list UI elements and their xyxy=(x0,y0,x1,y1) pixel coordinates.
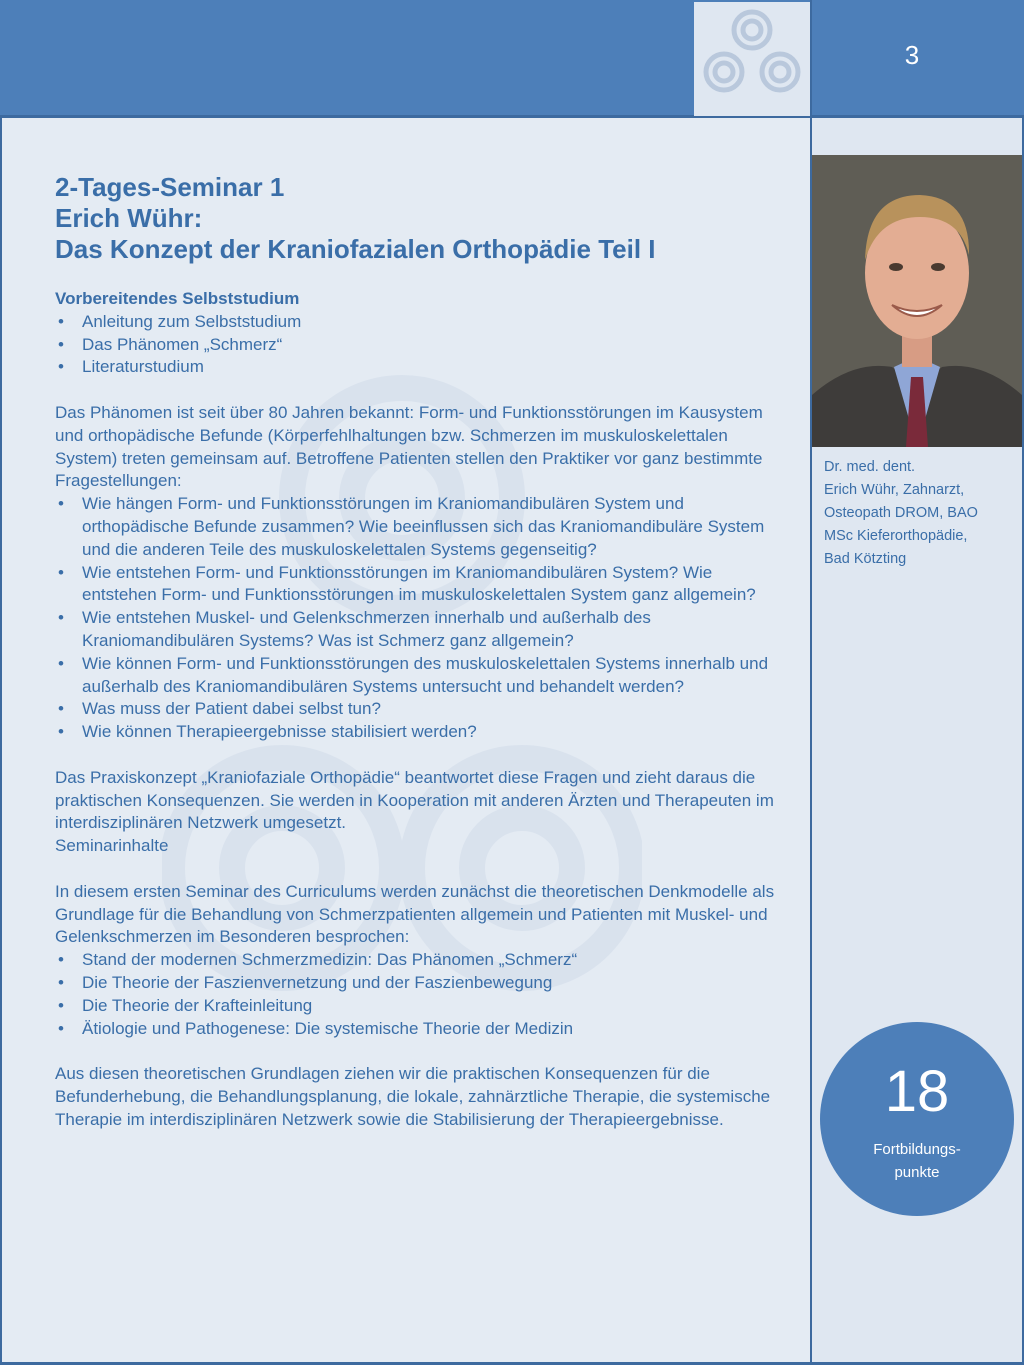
list-item: • Was muss der Patient dabei selbst tun? xyxy=(55,698,775,721)
logo xyxy=(694,2,810,116)
caption-line: MSc Kieferorthopädie, xyxy=(824,528,968,544)
list-item: • Wie entstehen Form- und Funktionsstörungen im Kraniomandibulären System? Wie entstehen Form- und Funktionsstörungen im muskuloskelettalen System ganz allgemein? xyxy=(55,562,775,608)
title-line: 2-Tages-Seminar 1 xyxy=(55,172,285,202)
closing-paragraph: Aus diesen theoretischen Grundlagen ziehen wir die praktischen Konsequenzen für die Befunderhebung, die Behandlungsplanung, die lokale, zahnärztliche Therapie, die systemische Therapie im interdisziplinären Netzwerk sowie die Stabilisierung der Therapieergebnisse. xyxy=(55,1064,771,1129)
list-item: • Wie entstehen Muskel- und Gelenkschmerzen innerhalb und außerhalb des Kraniomandibulären Systems? Was ist Schmerz ganz allgemein? xyxy=(55,607,775,653)
speaker-caption xyxy=(824,456,1014,571)
concept-paragraph: Das Praxiskonzept „Kraniofaziale Orthopädie“ beantwortet diese Fragen und zieht daraus die praktischen Konsequenzen. Sie werden in Kooperation mit anderen Ärzten und Therapeuten im interdisziplinären Netzwerk umgesetzt. xyxy=(55,767,774,833)
caption-line: Dr. med. dent. xyxy=(824,459,916,475)
credit-points-label xyxy=(820,1138,1014,1184)
badge-label-line: Fortbildungs- xyxy=(873,1141,961,1158)
spiral-logo-icon xyxy=(694,2,810,116)
page-number: 3 xyxy=(904,40,920,70)
prep-heading: Vorbereitendes Selbststudium xyxy=(55,289,300,308)
caption-line: Bad Kötzting xyxy=(824,551,907,567)
page-title xyxy=(55,172,775,265)
list-item: • Das Phänomen „Schmerz“ xyxy=(55,334,775,357)
credit-points-number: 18 xyxy=(884,1059,950,1124)
list-item: • Literaturstudium xyxy=(55,356,775,379)
title-line: Das Konzept der Kraniofazialen Orthopädie Teil I xyxy=(55,234,656,264)
article xyxy=(55,172,775,1131)
caption-line: Osteopath DROM, BAO xyxy=(824,505,978,521)
title-line: Erich Wühr: xyxy=(55,203,203,233)
topics-list xyxy=(55,949,775,1040)
speaker-photo xyxy=(812,155,1022,447)
caption-line: Erich Wühr, Zahnarzt, xyxy=(824,482,965,498)
list-item: • Wie können Therapieergebnisse stabilisiert werden? xyxy=(55,721,775,744)
list-item: • Die Theorie der Faszienvernetzung und der Faszienbewegung xyxy=(55,972,775,995)
list-item: • Stand der modernen Schmerzmedizin: Das Phänomen „Schmerz“ xyxy=(55,949,775,972)
prep-list xyxy=(55,311,775,379)
seminar-label: Seminarinhalte xyxy=(55,836,169,856)
list-item: • Wie hängen Form- und Funktionsstörungen im Kraniomandibulären System und orthopädische Befunde zusammen? Wie beeinflussen sich das Kraniomandibuläre System und die anderen Teile des muskuloskelettalen Systems gegenseitig? xyxy=(55,493,775,561)
badge-label-line: punkte xyxy=(894,1164,940,1181)
portrait-icon xyxy=(812,155,1022,447)
list-item: • Wie können Form- und Funktionsstörungen des muskuloskelettalen Systems innerhalb und außerhalb des Kraniomandibulären Systems untersucht und behandelt werden? xyxy=(55,653,775,699)
credit-points-badge xyxy=(820,1022,1014,1216)
list-item: • Anleitung zum Selbststudium xyxy=(55,311,775,334)
main-content-area xyxy=(0,118,810,1365)
questions-list xyxy=(55,493,775,744)
list-item: • Die Theorie der Krafteinleitung xyxy=(55,995,775,1018)
seminar-paragraph: In diesem ersten Seminar des Curriculums werden zunächst die theoretischen Denkmodelle als Grundlage für die Behandlung von Schmerzpatienten allgemein und Patienten mit Muskel- und Gelenkschmerzen im Besonderen besprochen: xyxy=(55,881,775,947)
intro-paragraph: Das Phänomen ist seit über 80 Jahren bekannt: Form- und Funktionsstörungen im Kausystem und orthopädische Befunde (Körperfehlhaltungen bzw. Schmerzen im muskuloskelettalen System) treten gemeinsam auf. Betroffene Patienten stellen den Praktiker vor ganz bestimmte Fragestellungen: xyxy=(55,402,763,491)
list-item: • Ätiologie und Pathogenese: Die systemische Theorie der Medizin xyxy=(55,1018,775,1041)
